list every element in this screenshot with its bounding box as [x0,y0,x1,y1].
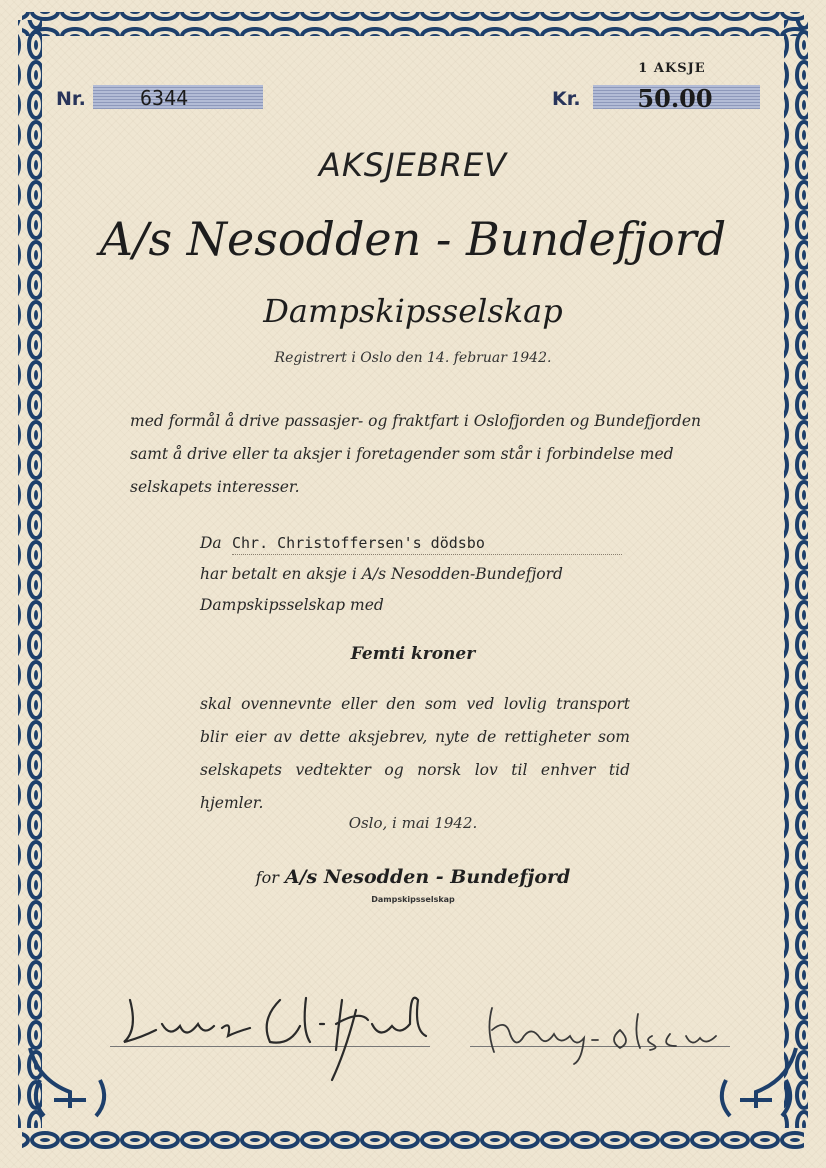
rights-line: selskapets vedtekter og norsk lov til enhver tid hjemler. [200,761,630,812]
payment-line-2: har betalt en aksje i A/s Nesodden-Bundefjord [200,565,563,583]
certificate-number: 6344 [140,86,189,110]
share-value: 50.00 [637,84,713,113]
registration-line: Registrert i Oslo den 14. februar 1942. [274,350,552,366]
kroner-label: Kr. [552,88,581,110]
document-title: AKSJEBREV [318,146,508,184]
number-label: Nr. [56,88,86,110]
da-word: Da [200,534,222,552]
payment-line-3: Dampskipsselskap med [200,596,384,614]
signatory-company-subtitle: Dampskipsselskap [371,895,455,904]
shareholder-name: Chr. Christoffersen's dödsbo [232,532,622,555]
rights-line: blir eier av dette aksjebrev, nyte de rettigheter som [200,728,630,746]
place-and-date: Oslo, i mai 1942. [348,814,478,832]
rights-line: skal ovennevnte eller den som ved lovlig transport [200,695,630,713]
share-count: 1 AKSJE [638,61,706,76]
company-name: A/s Nesodden - Bundefjord [99,212,727,266]
amount-words: Femti kroner [350,644,476,664]
signature-right [480,990,730,1070]
payment-block [200,528,640,621]
company-subtitle: Dampskipsselskap [263,292,563,330]
signatory-company-name: A/s Nesodden - Bundefjord [284,866,571,888]
purpose-paragraph: med formål å drive passasjer- og fraktfart i Oslofjorden og Bundefjorden samt å drive eller ta aksjer i foretagender som står i forbindelse med selskapets interesser. [130,412,702,496]
signatory-company [0,866,826,888]
for-word: for [255,868,279,887]
rights-paragraph [200,688,630,820]
signature-left [110,980,450,1090]
